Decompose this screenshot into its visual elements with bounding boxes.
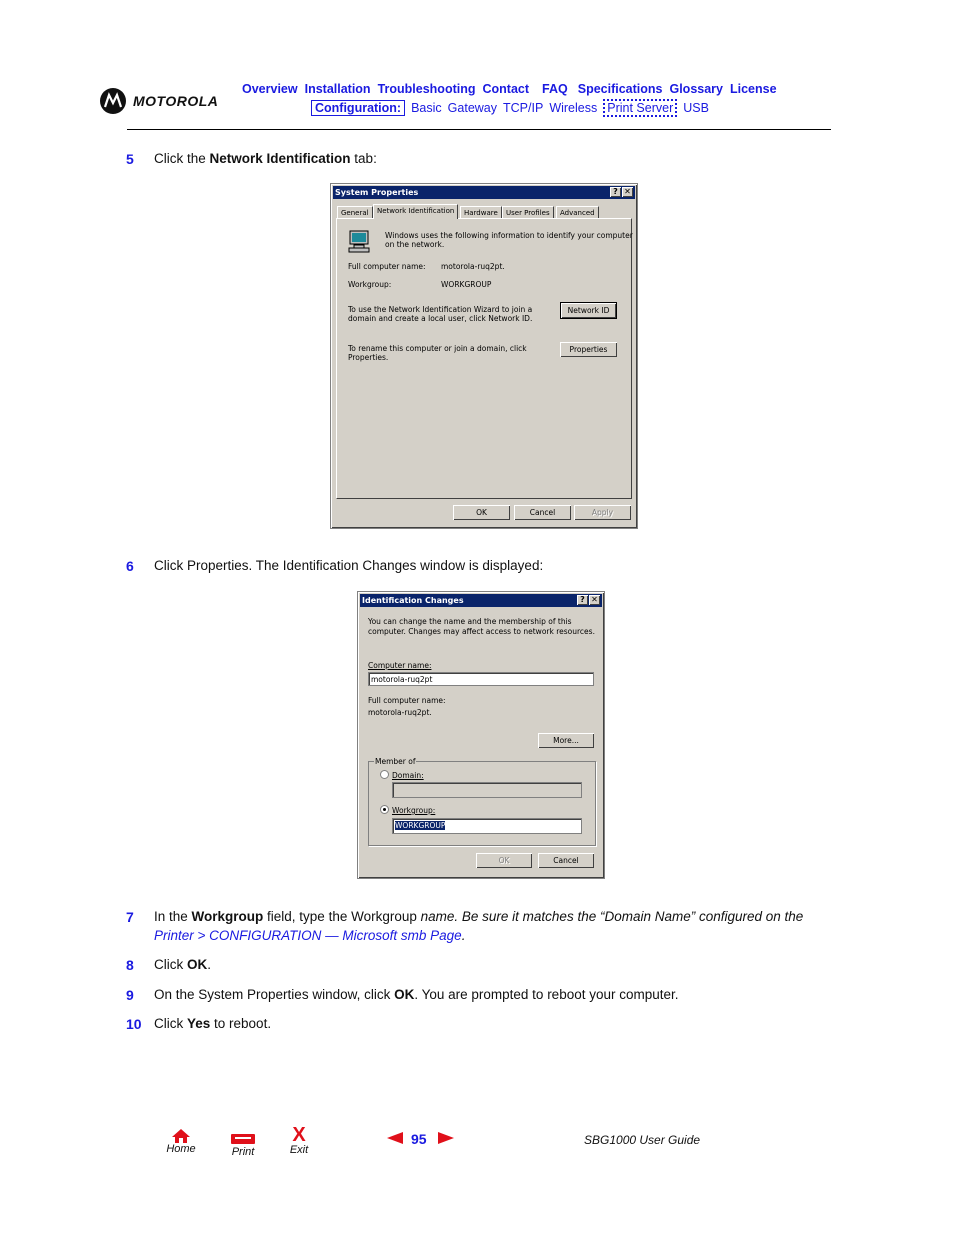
close-icon[interactable]: ✕ — [589, 595, 600, 605]
full-name-label: Full computer name: — [368, 696, 446, 705]
rename-line-2: Properties. — [348, 353, 389, 362]
full-name-value: motorola-ruq2pt. — [441, 262, 505, 271]
properties-button[interactable]: Properties — [560, 342, 617, 357]
step-number: 7 — [126, 909, 134, 925]
page-number: 95 — [411, 1131, 427, 1147]
apply-button[interactable]: Apply — [574, 505, 631, 520]
system-properties-dialog — [330, 183, 638, 529]
motorola-logo-text: MOTOROLA — [133, 93, 219, 109]
step-text: Click the Network Identification tab: — [154, 151, 377, 166]
computer-name-label: Computer name: — [368, 661, 432, 670]
intro-line-2: computer. Changes may affect access to network resources. — [368, 627, 595, 636]
nav-wireless[interactable]: Wireless — [549, 101, 598, 115]
next-page-icon[interactable] — [436, 1131, 454, 1149]
guide-title: SBG1000 User Guide — [584, 1133, 701, 1147]
nav-glossary[interactable]: Glossary — [669, 82, 723, 96]
nav-overview[interactable]: Overview — [242, 82, 298, 96]
tab-user-profiles[interactable]: User Profiles — [502, 206, 554, 219]
exit-icon: X — [292, 1124, 306, 1146]
header-divider — [127, 129, 831, 130]
prev-page-icon[interactable] — [387, 1131, 405, 1149]
network-id-button[interactable]: Network ID — [561, 303, 616, 318]
nav-basic[interactable]: Basic — [411, 101, 442, 115]
sub-nav — [311, 101, 715, 115]
home-link[interactable]: Home — [162, 1128, 200, 1155]
domain-field[interactable] — [392, 782, 582, 798]
full-name-label: Full computer name: — [348, 262, 426, 271]
workgroup-radio[interactable] — [380, 805, 389, 814]
workgroup-label: Workgroup: — [392, 806, 436, 815]
more-button[interactable]: More... — [538, 733, 594, 748]
computer-name-field[interactable]: motorola-ruq2pt — [368, 672, 594, 686]
workgroup-label: Workgroup: — [348, 280, 392, 289]
step-number: 9 — [126, 987, 134, 1003]
nav-contact[interactable]: Contact — [482, 82, 530, 96]
nav-troubleshooting[interactable]: Troubleshooting — [377, 82, 476, 96]
dialog-title: System Properties — [335, 188, 419, 197]
help-icon[interactable]: ? — [577, 595, 588, 605]
workgroup-value: WORKGROUP — [395, 821, 446, 830]
top-nav — [242, 82, 784, 96]
nav-gateway[interactable]: Gateway — [447, 101, 498, 115]
step-text: On the System Properties window, click OK. You are prompted to reboot your computer. — [154, 987, 679, 1002]
step-text: Click OK. — [154, 957, 212, 972]
intro-line-1: Windows uses the following information to identify your computer — [385, 231, 633, 240]
computer-icon — [348, 229, 372, 255]
step-number: 8 — [126, 957, 134, 973]
nav-print-server[interactable]: Print Server — [603, 99, 677, 117]
nav-faq[interactable]: FAQ — [542, 82, 568, 96]
step-text-continued: Printer > CONFIGURATION — Microsoft smb Page. — [154, 928, 466, 943]
tab-hardware[interactable]: Hardware — [460, 206, 502, 219]
dialog-titlebar — [360, 594, 602, 607]
step-text: In the Workgroup field, type the Workgroup name. Be sure it matches the “Domain Name” configured on the — [154, 909, 804, 924]
workgroup-value: WORKGROUP — [441, 280, 492, 289]
close-icon[interactable]: ✕ — [622, 187, 633, 197]
intro-line-1: You can change the name and the membership of this — [368, 617, 572, 626]
tab-advanced[interactable]: Advanced — [556, 206, 599, 219]
nav-installation[interactable]: Installation — [304, 82, 371, 96]
nav-tcpip[interactable]: TCP/IP — [503, 101, 544, 115]
domain-radio[interactable] — [380, 770, 389, 779]
identification-changes-dialog — [357, 591, 605, 879]
nav-configuration[interactable]: Configuration: — [311, 100, 405, 116]
tab-general[interactable]: General — [337, 206, 373, 219]
step-number: 10 — [126, 1016, 142, 1032]
dialog-title: Identification Changes — [362, 596, 464, 605]
full-name-value: motorola-ruq2pt. — [368, 708, 432, 717]
dialog-titlebar — [333, 186, 635, 199]
domain-label: Domain: — [392, 771, 424, 780]
intro-line-2: on the network. — [385, 240, 445, 249]
nav-license[interactable]: License — [730, 82, 777, 96]
member-of-label: Member of — [375, 757, 416, 766]
step-number: 6 — [126, 558, 134, 574]
print-link[interactable]: Print — [224, 1132, 262, 1158]
smb-page-link[interactable]: Printer > CONFIGURATION — Microsoft smb Page — [154, 928, 462, 943]
step-text: Click Properties. The Identification Changes window is displayed: — [154, 558, 544, 573]
help-icon[interactable]: ? — [610, 187, 621, 197]
cancel-button[interactable]: Cancel — [538, 853, 594, 868]
home-icon — [171, 1128, 191, 1144]
tab-network-identification[interactable]: Network Identification — [373, 204, 458, 219]
cancel-button[interactable]: Cancel — [514, 505, 571, 520]
motorola-logo-icon — [100, 88, 126, 114]
rename-line-1: To rename this computer or join a domain, click — [348, 344, 527, 353]
tab-panel — [336, 218, 632, 499]
exit-link[interactable]: X Exit — [280, 1126, 318, 1156]
nav-specifications[interactable]: Specifications — [577, 82, 663, 96]
step-text: Click Yes to reboot. — [154, 1016, 272, 1031]
step-number: 5 — [126, 151, 134, 167]
ok-button[interactable]: OK — [476, 853, 532, 868]
wizard-line-2: domain and create a local user, click Network ID. — [348, 314, 533, 323]
print-icon — [229, 1132, 257, 1146]
nav-usb[interactable]: USB — [683, 101, 709, 115]
ok-button[interactable]: OK — [453, 505, 510, 520]
wizard-line-1: To use the Network Identification Wizard to join a — [348, 305, 533, 314]
workgroup-field[interactable] — [392, 818, 582, 834]
